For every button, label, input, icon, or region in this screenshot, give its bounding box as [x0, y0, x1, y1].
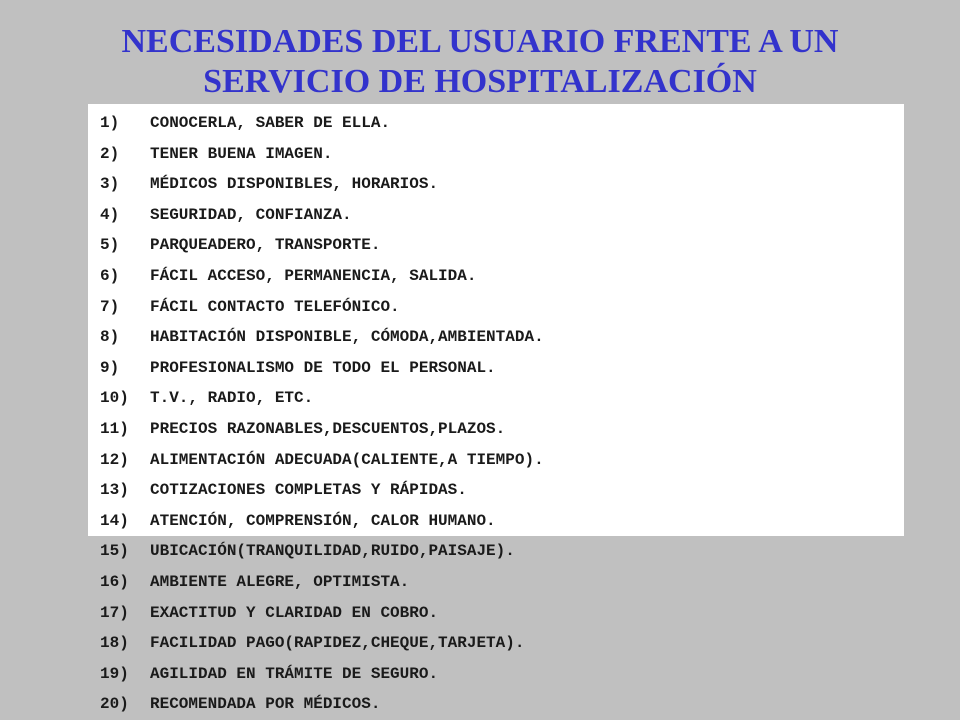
item-text: PARQUEADERO, TRANSPORTE.	[150, 236, 381, 255]
item-number: 16)	[100, 572, 129, 591]
item-number: 3)	[100, 175, 120, 194]
item-text: HABITACIÓN DISPONIBLE, CÓMODA,AMBIENTADA.	[150, 328, 544, 347]
list-item	[100, 261, 544, 292]
list-item	[100, 230, 544, 261]
list-item	[100, 475, 544, 506]
item-number: 19)	[100, 664, 129, 683]
item-number: 13)	[100, 481, 129, 500]
list-item	[100, 383, 544, 414]
item-number: 14)	[100, 511, 129, 530]
item-text: ATENCIÓN, COMPRENSIÓN, CALOR HUMANO.	[150, 511, 496, 530]
item-number: 10)	[100, 389, 129, 408]
item-text: T.V., RADIO, ETC.	[150, 389, 314, 408]
list-item	[100, 506, 544, 537]
list-item	[100, 108, 544, 139]
item-text: ALIMENTACIÓN ADECUADA(CALIENTE,A TIEMPO).	[150, 450, 544, 469]
list-item	[100, 353, 544, 384]
list-item	[100, 598, 544, 629]
needs-list	[100, 108, 544, 720]
item-number: 2)	[100, 144, 120, 163]
list-item	[100, 169, 544, 200]
list-item	[100, 414, 544, 445]
list-item	[100, 567, 544, 598]
item-text: PRECIOS RAZONABLES,DESCUENTOS,PLAZOS.	[150, 419, 506, 438]
list-item	[100, 689, 544, 720]
item-text: AGILIDAD EN TRÁMITE DE SEGURO.	[150, 664, 439, 683]
item-number: 15)	[100, 542, 129, 561]
list-item	[100, 322, 544, 353]
item-text: PROFESIONALISMO DE TODO EL PERSONAL.	[150, 358, 496, 377]
item-number: 7)	[100, 297, 120, 316]
item-number: 5)	[100, 236, 120, 255]
list-item	[100, 200, 544, 231]
item-number: 20)	[100, 695, 129, 714]
item-number: 6)	[100, 266, 120, 285]
item-text: RECOMENDADA POR MÉDICOS.	[150, 695, 381, 714]
slide-title	[0, 22, 960, 102]
list-item	[100, 139, 544, 170]
item-number: 11)	[100, 419, 129, 438]
item-text: SEGURIDAD, CONFIANZA.	[150, 205, 352, 224]
item-text: AMBIENTE ALEGRE, OPTIMISTA.	[150, 572, 410, 591]
item-number: 8)	[100, 328, 120, 347]
item-number: 12)	[100, 450, 129, 469]
item-text: COTIZACIONES COMPLETAS Y RÁPIDAS.	[150, 481, 467, 500]
item-number: 18)	[100, 634, 129, 653]
item-number: 17)	[100, 603, 129, 622]
list-item	[100, 628, 544, 659]
slide-title-line-1: NECESIDADES DEL USUARIO FRENTE A UN	[121, 23, 839, 60]
item-number: 9)	[100, 358, 120, 377]
item-text: TENER BUENA IMAGEN.	[150, 144, 333, 163]
item-text: FACILIDAD PAGO(RAPIDEZ,CHEQUE,TARJETA).	[150, 634, 525, 653]
item-text: FÁCIL CONTACTO TELEFÓNICO.	[150, 297, 400, 316]
item-number: 4)	[100, 205, 120, 224]
item-text: FÁCIL ACCESO, PERMANENCIA, SALIDA.	[150, 266, 477, 285]
item-text: EXACTITUD Y CLARIDAD EN COBRO.	[150, 603, 439, 622]
list-item	[100, 659, 544, 690]
slide-title-line-2: SERVICIO DE HOSPITALIZACIÓN	[203, 63, 757, 100]
list-item	[100, 445, 544, 476]
item-text: MÉDICOS DISPONIBLES, HORARIOS.	[150, 175, 439, 194]
item-text: UBICACIÓN(TRANQUILIDAD,RUIDO,PAISAJE).	[150, 542, 515, 561]
item-number: 1)	[100, 114, 120, 132]
list-item	[100, 292, 544, 323]
list-item	[100, 536, 544, 567]
item-text: CONOCERLA, SABER DE ELLA.	[150, 114, 391, 132]
